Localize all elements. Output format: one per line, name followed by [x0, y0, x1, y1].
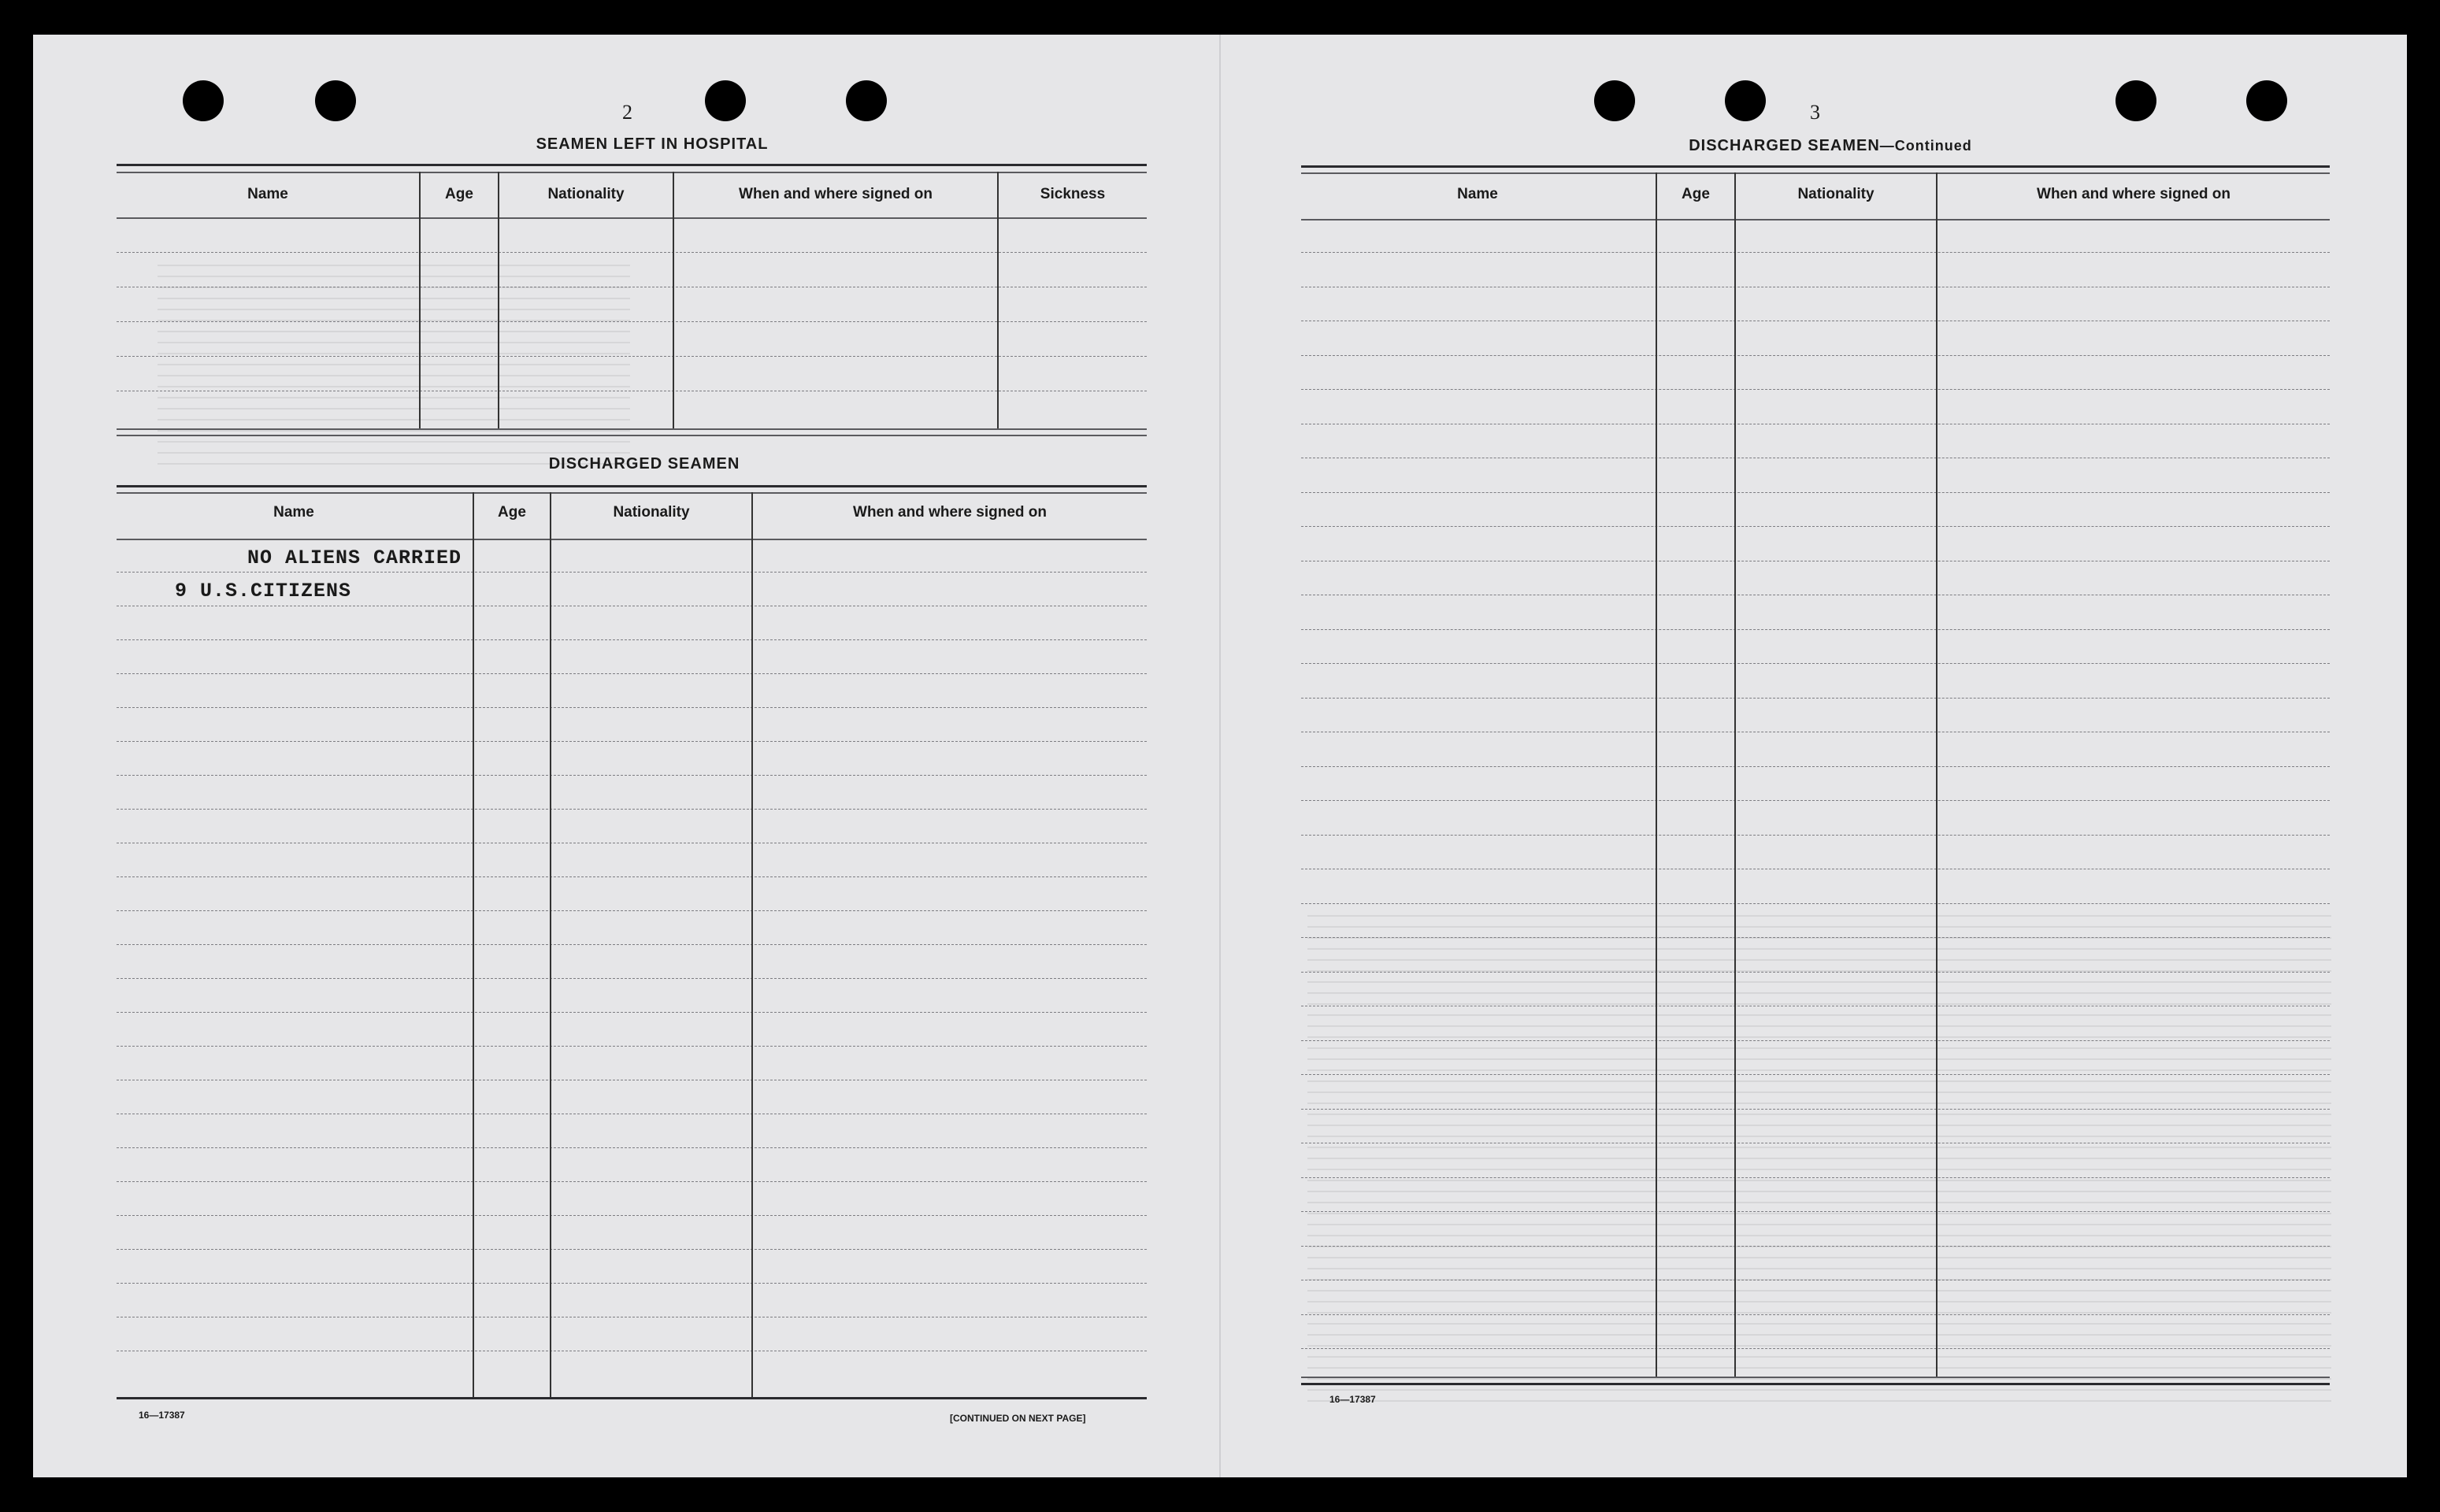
col-header-nationality: Nationality — [547, 186, 625, 202]
col-header-name: Name — [247, 186, 288, 202]
ruled-row-line — [117, 944, 1147, 945]
column-divider — [751, 492, 753, 1398]
ruled-row-line — [1301, 937, 2330, 938]
page-number: 2 — [622, 101, 632, 124]
column-divider — [997, 172, 999, 430]
ruled-row-line — [117, 809, 1147, 810]
column-divider — [1656, 172, 1657, 1377]
header-underline — [117, 217, 1147, 219]
typed-entry-citizens: 9 U.S.CITIZENS — [175, 580, 352, 602]
ruled-row-line — [1301, 835, 2330, 836]
discharged-continued-title — [1303, 137, 2358, 155]
ruled-row-line — [1301, 252, 2330, 253]
punch-hole — [1594, 80, 1635, 121]
ruled-row-line — [117, 1249, 1147, 1250]
table-rule — [117, 485, 1147, 487]
ruled-row-line — [117, 707, 1147, 708]
ruled-row-line — [117, 321, 1147, 322]
punch-hole — [315, 80, 356, 121]
punch-hole — [846, 80, 887, 121]
ruled-row-line — [117, 572, 1147, 573]
col-header-sickness: Sickness — [1040, 186, 1106, 202]
ruled-row-line — [1301, 1109, 2330, 1110]
table-rule — [1301, 165, 2330, 168]
ruled-row-line — [1301, 1074, 2330, 1075]
column-divider — [473, 492, 474, 1398]
punch-hole — [2246, 80, 2287, 121]
table-rule — [117, 435, 1147, 436]
punch-hole — [705, 80, 746, 121]
ruled-row-line — [1301, 663, 2330, 664]
ruled-row-line — [1301, 1314, 2330, 1315]
col-header-when-where: When and where signed on — [739, 186, 933, 202]
header-underline — [1301, 219, 2330, 220]
ruled-row-line — [117, 1181, 1147, 1182]
punch-hole — [2116, 80, 2156, 121]
ruled-row-line — [117, 876, 1147, 877]
bleed-through-right — [1307, 914, 2331, 1402]
ruled-row-line — [1301, 1348, 2330, 1349]
table-rule — [117, 172, 1147, 173]
col-header-name: Name — [273, 504, 314, 521]
table-bottom-rule — [117, 1397, 1147, 1399]
column-divider — [550, 492, 551, 1398]
continued-note: [CONTINUED ON NEXT PAGE] — [950, 1413, 1086, 1424]
typed-entry-no-aliens: NO ALIENS CARRIED — [247, 547, 462, 569]
col-header-when-where: When and where signed on — [853, 504, 1047, 521]
ruled-row-line — [117, 1283, 1147, 1284]
column-divider — [673, 172, 674, 430]
ruled-row-line — [1301, 389, 2330, 390]
column-divider — [419, 172, 421, 430]
col-header-nationality: Nationality — [1797, 186, 1874, 202]
ruled-row-line — [117, 252, 1147, 253]
ruled-row-line — [117, 741, 1147, 742]
ruled-row-line — [1301, 1040, 2330, 1041]
discharged-section-title: DISCHARGED SEAMEN — [548, 455, 740, 472]
bleed-through-left — [158, 260, 630, 465]
ruled-row-line — [1301, 1177, 2330, 1178]
ruled-row-line — [1301, 903, 2330, 904]
ruled-row-line — [117, 1215, 1147, 1216]
ruled-row-line — [1301, 1211, 2330, 1212]
table-bottom-rule — [1301, 1383, 2330, 1385]
punch-hole — [183, 80, 224, 121]
title-continued: —Continued — [1879, 138, 1972, 154]
ruled-row-line — [117, 1046, 1147, 1047]
ruled-row-line — [117, 1012, 1147, 1013]
ruled-row-line — [1301, 1246, 2330, 1247]
col-header-age: Age — [498, 504, 526, 521]
ruled-row-line — [117, 775, 1147, 776]
ruled-row-line — [117, 910, 1147, 911]
ruled-row-line — [117, 673, 1147, 674]
column-divider — [1936, 172, 1938, 1377]
ruled-row-line — [1301, 355, 2330, 356]
ruled-row-line — [117, 639, 1147, 640]
table-rule — [1301, 172, 2330, 174]
col-header-age: Age — [1682, 186, 1710, 202]
title-main: DISCHARGED SEAMEN — [1689, 137, 1880, 154]
ruled-row-line — [117, 1147, 1147, 1148]
ruled-row-line — [117, 356, 1147, 357]
ruled-row-line — [1301, 526, 2330, 527]
ruled-row-line — [117, 978, 1147, 979]
table-bottom-rule — [1301, 1377, 2330, 1378]
hospital-section-title: SEAMEN LEFT IN HOSPITAL — [536, 135, 769, 153]
table-rule — [117, 492, 1147, 494]
ruled-row-line — [1301, 800, 2330, 801]
ruled-row-line — [1301, 698, 2330, 699]
col-header-nationality: Nationality — [613, 504, 690, 521]
page-fold — [1219, 35, 1221, 1477]
punch-hole — [1725, 80, 1766, 121]
col-header-when-where: When and where signed on — [2037, 186, 2230, 202]
col-header-name: Name — [1457, 186, 1498, 202]
form-number: 16—17387 — [1329, 1394, 1376, 1405]
ruled-row-line — [1301, 766, 2330, 767]
ruled-row-line — [1301, 492, 2330, 493]
table-rule — [117, 428, 1147, 430]
header-underline — [117, 539, 1147, 540]
table-rule — [117, 164, 1147, 166]
column-divider — [498, 172, 499, 430]
col-header-age: Age — [445, 186, 473, 202]
column-divider — [1734, 172, 1736, 1377]
form-number: 16—17387 — [139, 1410, 185, 1421]
ruled-row-line — [1301, 629, 2330, 630]
page-number: 3 — [1810, 101, 1820, 124]
ruled-row-line — [1301, 972, 2330, 973]
